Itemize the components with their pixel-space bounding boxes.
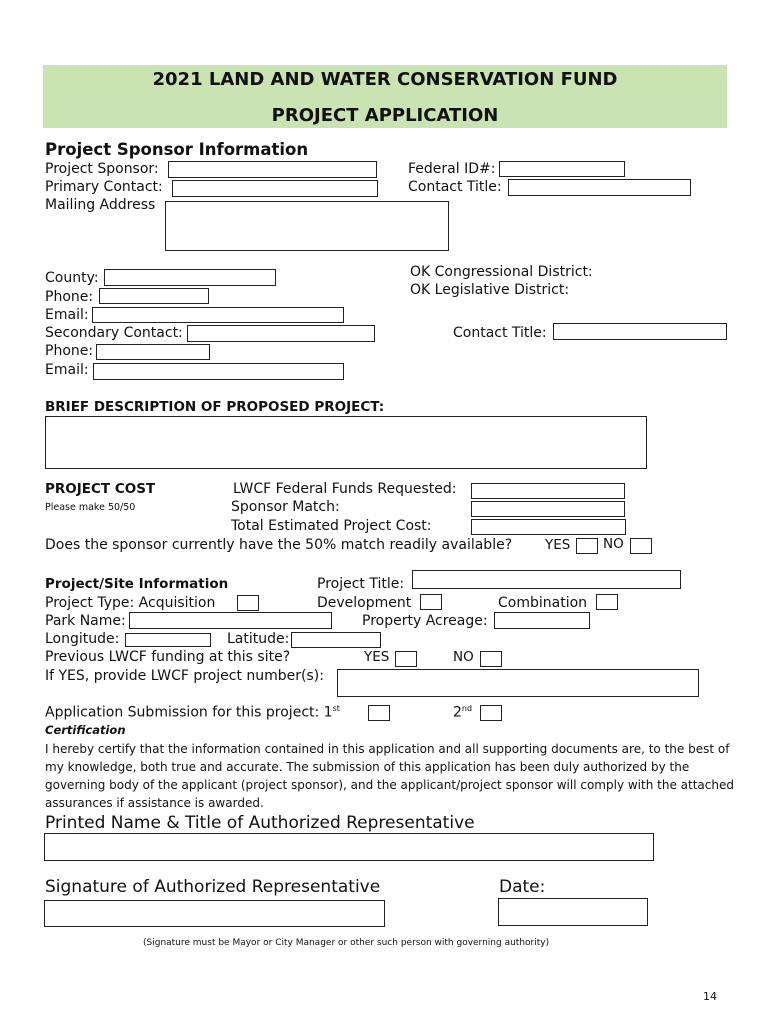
first-superscript: st: [332, 704, 340, 713]
previous-funding-yes-checkbox[interactable]: [395, 651, 417, 667]
total-cost-input[interactable]: [471, 519, 626, 535]
park-name-label: Park Name:: [45, 613, 126, 629]
project-sponsor-input[interactable]: [168, 161, 377, 178]
date-label: Date:: [499, 877, 546, 897]
federal-funds-label: LWCF Federal Funds Requested:: [233, 481, 457, 497]
project-cost-title: PROJECT COST: [45, 481, 156, 497]
park-name-input[interactable]: [129, 612, 332, 629]
site-section-title: Project/Site Information: [45, 576, 229, 592]
project-title-input[interactable]: [412, 570, 681, 589]
property-acreage-label: Property Acreage:: [362, 613, 488, 629]
email2-input[interactable]: [93, 363, 344, 380]
email2-label: Email:: [45, 362, 89, 378]
acquisition-checkbox[interactable]: [237, 595, 259, 611]
certification-text: I hereby certify that the information contained in this application and all supporting documents are, to the best of my knowledge, both true and accurate. The submission of this application has been duly authorized by the governing body of the applicant (project sponsor), and the applicant/project sponsor will comply with the attached assurances if assistance is awarded.: [45, 742, 734, 810]
match-question: Does the sponsor currently have the 50% match readily available?: [45, 537, 513, 553]
total-cost-label: Total Estimated Project Cost:: [231, 518, 432, 534]
longitude-label: Longitude:: [45, 631, 120, 647]
date-input[interactable]: [498, 898, 648, 926]
form-header: [43, 65, 727, 128]
previous-funding-yes-label: YES: [364, 649, 390, 665]
previous-funding-label: Previous LWCF funding at this site?: [45, 649, 291, 665]
signature-note: (Signature must be Mayor or City Manager or other such person with governing authority): [143, 938, 550, 948]
previous-funding-no-checkbox[interactable]: [480, 651, 502, 667]
project-numbers-label: If YES, provide LWCF project number(s):: [45, 668, 324, 684]
submission-second-checkbox[interactable]: [480, 705, 502, 721]
submission-text: Application Submission for this project: 1: [45, 704, 333, 721]
phone-input[interactable]: [99, 288, 209, 304]
signature-input[interactable]: [44, 900, 385, 927]
primary-contact-input[interactable]: [172, 180, 378, 197]
county-label: County:: [45, 270, 99, 286]
secondary-contact-title-label: Contact Title:: [453, 325, 547, 341]
latitude-label: Latitude:: [227, 631, 290, 647]
project-sponsor-label: Project Sponsor:: [45, 161, 159, 177]
sponsor-match-input[interactable]: [471, 501, 625, 517]
combination-label: Combination: [498, 595, 588, 611]
match-yes-checkbox[interactable]: [576, 538, 598, 554]
project-numbers-input[interactable]: [337, 669, 699, 697]
submission-first-checkbox[interactable]: [368, 705, 390, 721]
ok-legislative-district-label: OK Legislative District:: [410, 282, 570, 298]
mailing-address-label: Mailing Address: [45, 197, 156, 213]
federal-id-input[interactable]: [499, 161, 625, 177]
secondary-contact-label: Secondary Contact:: [45, 325, 183, 341]
mailing-address-input[interactable]: [165, 201, 449, 251]
sponsor-section-title: Project Sponsor Information: [45, 140, 309, 159]
secondary-contact-input[interactable]: [187, 325, 375, 342]
project-title-label: Project Title:: [317, 576, 405, 592]
project-type-label: Project Type: Acquisition: [45, 595, 216, 611]
contact-title-input[interactable]: [508, 179, 691, 196]
federal-id-label: Federal ID#:: [408, 161, 496, 177]
project-description-label: BRIEF DESCRIPTION OF PROPOSED PROJECT:: [45, 399, 385, 415]
development-label: Development: [317, 595, 412, 611]
project-description-input[interactable]: [45, 416, 647, 469]
printed-name-label: Printed Name & Title of Authorized Representative: [45, 813, 475, 833]
match-no-label: NO: [603, 536, 624, 552]
phone2-input[interactable]: [96, 344, 210, 360]
sponsor-match-label: Sponsor Match:: [231, 499, 340, 515]
federal-funds-input[interactable]: [471, 483, 625, 499]
match-no-checkbox[interactable]: [630, 538, 652, 554]
form-title-line1: 2021 LAND AND WATER CONSERVATION FUND: [152, 69, 618, 90]
email-input[interactable]: [92, 307, 344, 323]
second-superscript: nd: [461, 704, 473, 713]
match-yes-label: YES: [545, 537, 571, 553]
ok-congressional-district-label: OK Congressional District:: [410, 264, 593, 280]
phone-label: Phone:: [45, 289, 94, 305]
page-number: 14: [703, 990, 717, 1003]
certification-title: Certification: [45, 723, 126, 737]
previous-funding-no-label: NO: [453, 649, 474, 665]
second-text: 2: [453, 704, 462, 721]
project-cost-note: Please make 50/50: [45, 502, 136, 513]
submission-second-label: [453, 704, 472, 721]
signature-label: Signature of Authorized Representative: [45, 877, 381, 897]
printed-name-input[interactable]: [44, 833, 654, 861]
email-label: Email:: [45, 307, 89, 323]
development-checkbox[interactable]: [420, 594, 442, 610]
form-title-line2: PROJECT APPLICATION: [271, 105, 499, 126]
secondary-contact-title-input[interactable]: [553, 323, 727, 340]
contact-title-label: Contact Title:: [408, 179, 502, 195]
latitude-input[interactable]: [291, 632, 381, 648]
property-acreage-input[interactable]: [494, 612, 590, 629]
submission-label: [45, 704, 340, 721]
combination-checkbox[interactable]: [596, 594, 618, 610]
longitude-input[interactable]: [125, 633, 211, 647]
primary-contact-label: Primary Contact:: [45, 179, 163, 195]
county-input[interactable]: [104, 269, 276, 286]
phone2-label: Phone:: [45, 343, 94, 359]
